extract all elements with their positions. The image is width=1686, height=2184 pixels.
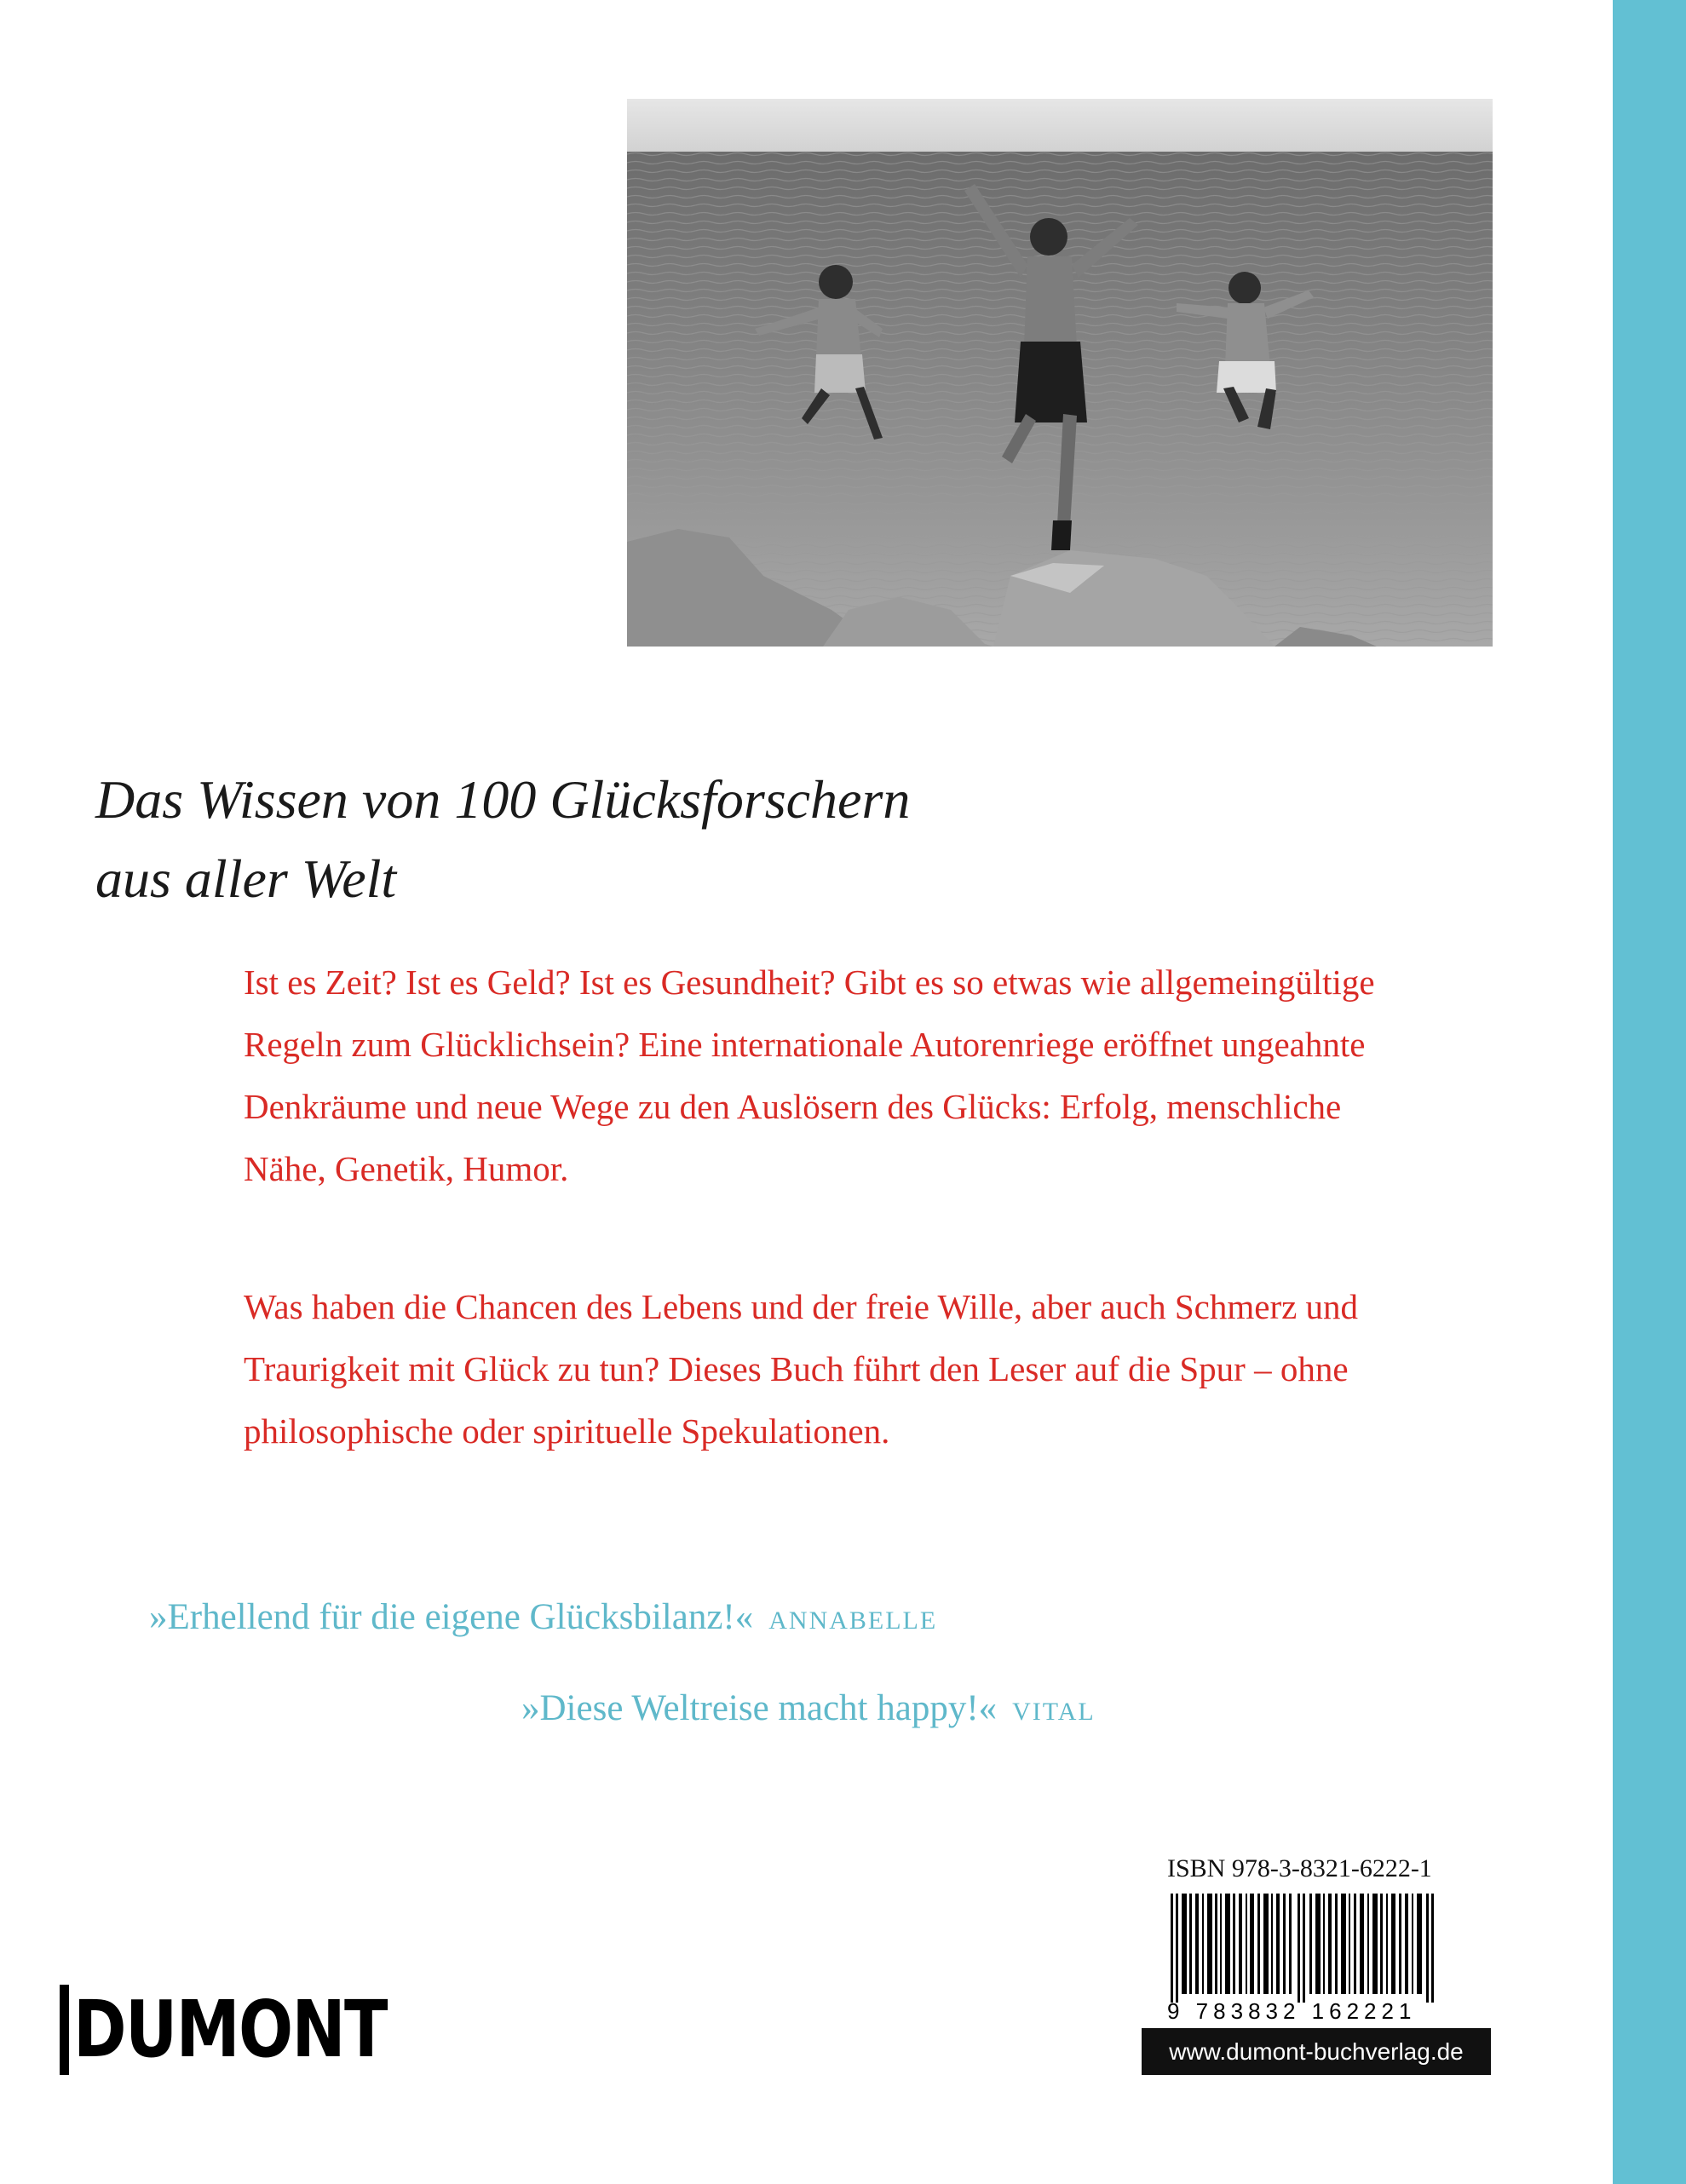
headline-line: Das Wissen von 100 Glücksforschern [95, 769, 911, 830]
book-spine-strip [1613, 0, 1686, 2184]
publisher-website[interactable]: www.dumont-buchverlag.de [1142, 2028, 1491, 2075]
blurb-line: Regeln zum Glücklichsein? Eine internationale Autorenriege eröffnet ungeahnte [244, 1025, 1366, 1064]
cover-photo [627, 99, 1493, 647]
blurb-paragraph-2 [244, 1276, 1522, 1463]
blurb-line: Traurigkeit mit Glück zu tun? Dieses Buch führt den Leser auf die Spur – ohne [244, 1349, 1349, 1388]
publisher-logo [60, 1985, 456, 2075]
blurb-line: Was haben die Chancen des Lebens und der freie Wille, aber auch Schmerz und [244, 1287, 1359, 1326]
isbn-label: ISBN 978-3-8321-6222-1 [1167, 1854, 1432, 1882]
logo-bar [60, 1985, 69, 2075]
quote-source: VITAL [1012, 1698, 1096, 1726]
headline [95, 760, 1373, 918]
blurb-line: Ist es Zeit? Ist es Geld? Ist es Gesundheit? Gibt es so etwas wie allgemeingültige [244, 963, 1375, 1002]
press-quote [149, 1596, 937, 1638]
blurb-line: Nähe, Genetik, Humor. [244, 1149, 569, 1188]
barcode [1167, 1894, 1438, 2003]
quote-source: ANNABELLE [768, 1606, 938, 1635]
blurb-paragraph-1 [244, 951, 1522, 1200]
quote-text: »Diese Weltreise macht happy!« [521, 1688, 998, 1728]
barcode-digits: 9 783832 162221 [1167, 1998, 1417, 2024]
quote-text: »Erhellend für die eigene Glücksbilanz!« [149, 1597, 754, 1637]
press-quote [521, 1687, 1096, 1729]
blurb-line: Denkräume und neue Wege zu den Auslösern des Glücks: Erfolg, menschliche [244, 1087, 1342, 1126]
publisher-name: DUMONT [73, 1984, 387, 2075]
blurb-line: philosophische oder spirituelle Spekulationen. [244, 1411, 890, 1451]
headline-line: aus aller Welt [95, 848, 397, 909]
